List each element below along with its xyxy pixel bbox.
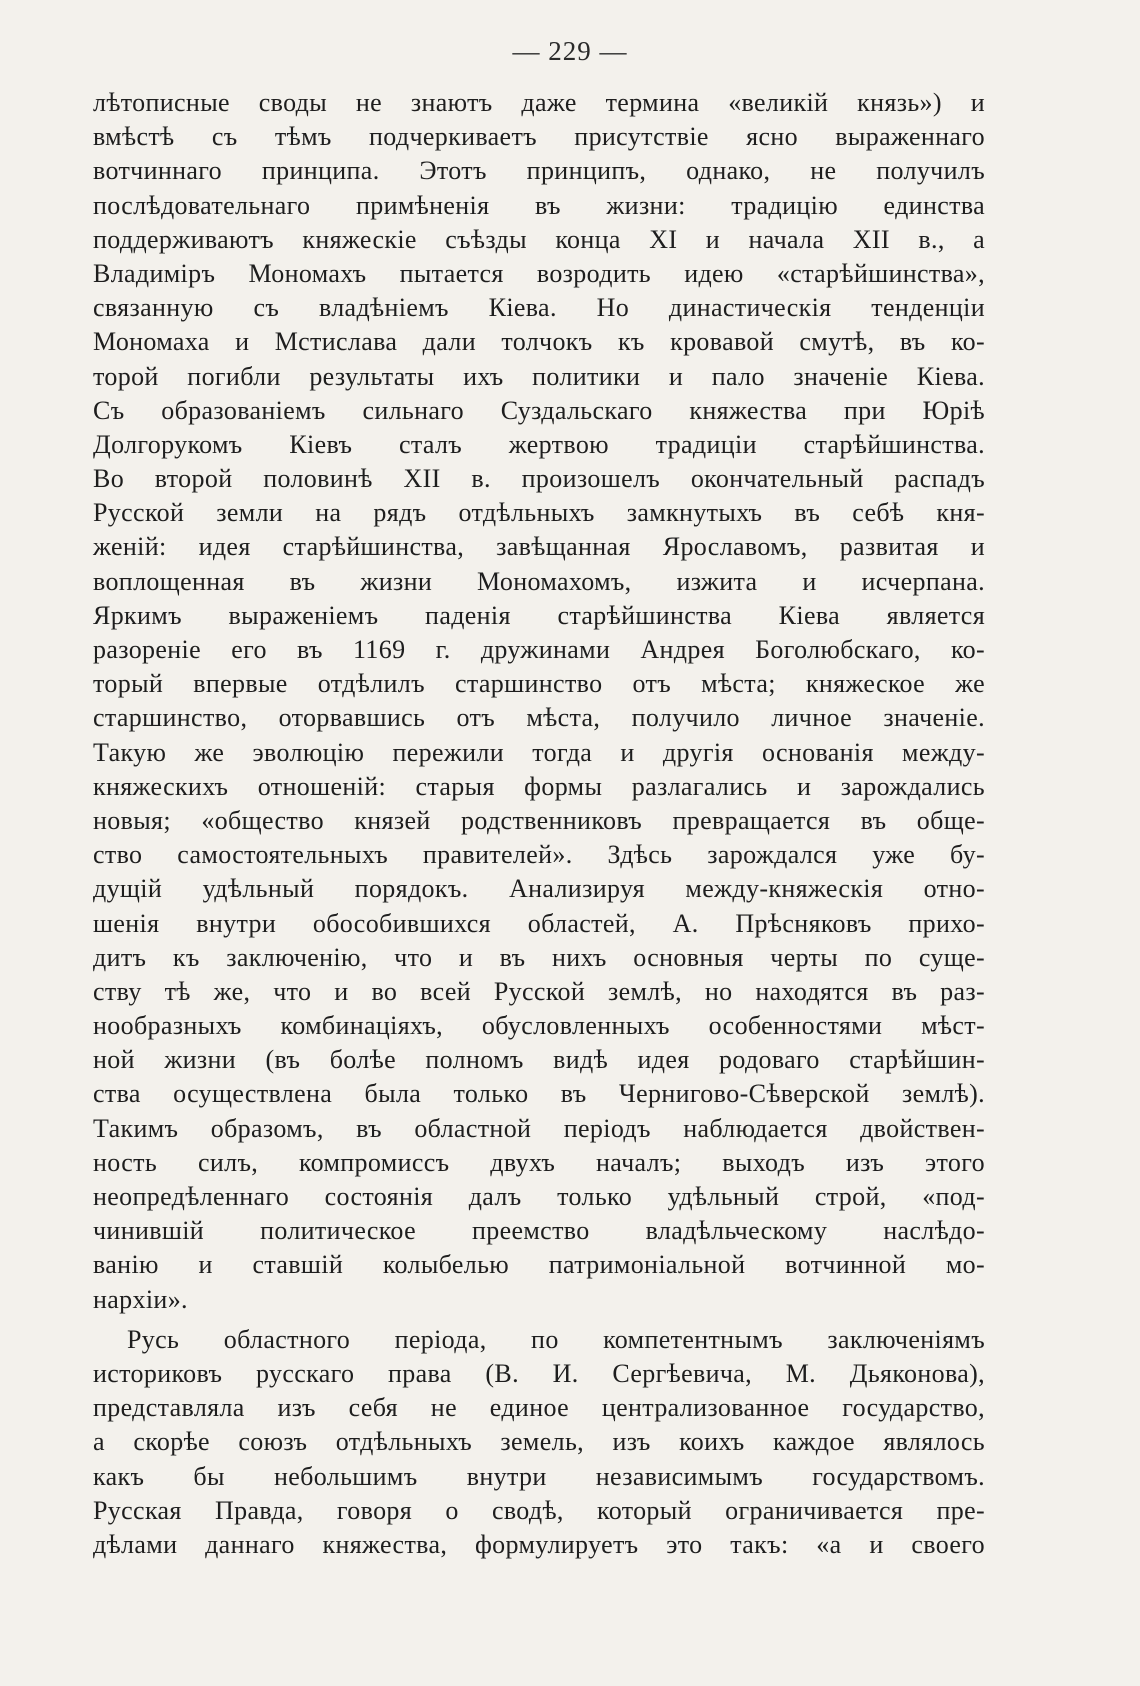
text-line: Яркимъ выраженіемъ паденія старѣйшинства Кіева является: [93, 600, 985, 630]
paragraph: [93, 1323, 985, 1562]
text-line: ванію и ставшій колыбелью патримоніальной вотчинной мо-: [93, 1250, 985, 1280]
text-line: чинившій политическое преемство владѣльческому наслѣдо-: [93, 1216, 985, 1246]
body-text: [93, 86, 985, 1562]
text-line: дитъ къ заключенію, что и въ нихъ основныя черты по суще-: [93, 942, 985, 972]
text-line: нархіи».: [93, 1284, 188, 1314]
text-line: ство самостоятельныхъ правителей». Здѣсь зарождался уже бу-: [93, 840, 985, 870]
text-line: Русь областного періода, по компетентнымъ заключеніямъ: [127, 1324, 985, 1354]
text-line: воплощенная въ жизни Мономахомъ, изжита и исчерпана.: [93, 566, 985, 596]
text-line: какъ бы небольшимъ внутри независимымъ государствомъ.: [93, 1461, 985, 1491]
text-line: вотчиннаго принципа. Этотъ принципъ, однако, не получилъ: [93, 156, 985, 186]
text-line: дѣлами даннаго княжества, формулируетъ это такъ: «а и своего: [93, 1529, 985, 1559]
text-line: вмѣстѣ съ тѣмъ подчеркиваетъ присутствіе ясно выраженнаго: [93, 122, 985, 152]
text-line: а скорѣе союзъ отдѣльныхъ земель, изъ коихъ каждое являлось: [93, 1427, 985, 1457]
text-line: связанную съ владѣніемъ Кіева. Но династическія тенденціи: [93, 293, 985, 323]
text-line: неопредѣленнаго состоянія далъ только удѣльный строй, «под-: [93, 1182, 985, 1211]
text-line: Русская Правда, говоря о сводѣ, который ограничивается пре-: [93, 1495, 985, 1525]
text-line: женій: идея старѣйшинства, завѣщанная Ярославомъ, развитая и: [93, 532, 985, 562]
text-line: ной жизни (въ болѣе полномъ видѣ идея родоваго старѣйшин-: [93, 1045, 985, 1075]
text-line: Мономаха и Мстислава дали толчокъ къ кровавой смутѣ, въ ко-: [93, 327, 985, 357]
text-line: Русской земли на рядъ отдѣльныхъ замкнутыхъ въ себѣ кня-: [93, 498, 985, 528]
page-number: — 229 —: [512, 36, 628, 66]
text-line: ства осуществлена была только въ Черниговo-Сѣверской землѣ).: [93, 1079, 985, 1109]
text-line: Такимъ образомъ, въ областной періодъ наблюдается двойствен-: [93, 1113, 985, 1143]
text-line: княжескихъ отношеній: старыя формы разлагались и зарождались: [93, 771, 985, 801]
text-line: Долгорукомъ Кіевъ сталъ жертвою традиціи старѣйшинства.: [93, 429, 985, 459]
text-line: Во второй половинѣ XII в. произошелъ окончательный распадъ: [93, 464, 985, 494]
text-line: лѣтописные своды не знаютъ даже термина «великій князь») и: [93, 88, 985, 117]
text-line: ству тѣ же, что и во всей Русской землѣ, но находятся въ раз-: [93, 976, 985, 1006]
text-line: нообразныхъ комбинаціяхъ, обусловленныхъ особенностями мѣст-: [93, 1011, 985, 1041]
text-line: старшинство, оторвавшись отъ мѣста, получило личное значеніе.: [93, 703, 985, 733]
paragraph: [93, 86, 985, 1317]
text-line: историковъ русскаго права (В. И. Сергѣевича, М. Дьяконова),: [93, 1358, 985, 1388]
text-line: торый впервые отдѣлилъ старшинство отъ мѣста; княжеское же: [93, 669, 985, 699]
text-line: представляла изъ себя не единое централизованное государство,: [93, 1393, 985, 1423]
text-line: Владиміръ Мономахъ пытается возродить идею «старѣйшинства»,: [93, 258, 985, 288]
text-line: послѣдовательнаго примѣненія въ жизни: традицію единства: [93, 190, 985, 220]
text-line: новыя; «общество князей родственниковъ превращается въ обще-: [93, 805, 985, 835]
text-line: ность силъ, компромиссъ двухъ началъ; выходъ изъ этого: [93, 1147, 985, 1177]
text-line: Съ образованіемъ сильнаго Суздальскаго княжества при Юріѣ: [93, 395, 985, 425]
text-line: шенія внутри обособившихся областей, А. Прѣсняковъ прихо-: [93, 908, 985, 938]
text-line: разореніе его въ 1169 г. дружинами Андрея Боголюбскаго, ко-: [93, 635, 985, 664]
text-line: поддерживаютъ княжескіе съѣзды конца XI и начала XII в., а: [93, 224, 985, 254]
text-line: Такую же эволюцію пережили тогда и другія основанія между-: [93, 737, 985, 767]
text-line: дущій удѣльный порядокъ. Анализируя между-княжескія отно-: [93, 874, 985, 904]
text-line: торой погибли результаты ихъ политики и пало значеніе Кіева.: [93, 361, 985, 391]
